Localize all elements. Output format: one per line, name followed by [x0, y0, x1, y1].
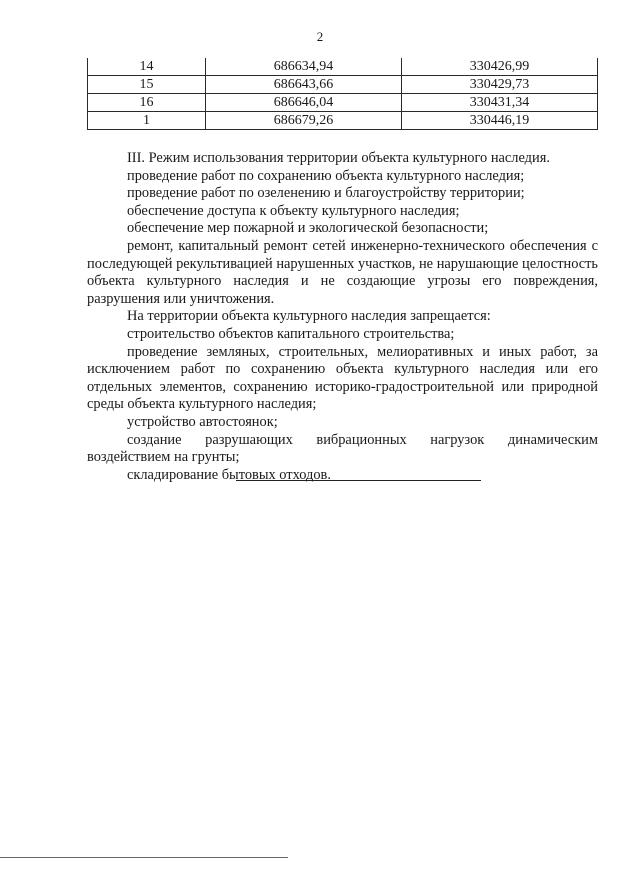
- prohibited-use-item: строительство объектов капитального строительства;: [127, 325, 455, 342]
- footer-rule: [0, 857, 288, 858]
- y-coordinate-cell: 330446,19: [402, 112, 598, 130]
- prohibited-use-item: создание разрушающих вибрационных нагрузок динамическим воздействием на грунты;: [87, 431, 598, 466]
- x-coordinate-cell: 686679,26: [206, 112, 402, 130]
- x-coordinate-cell: 686646,04: [206, 94, 402, 112]
- permitted-use-item: проведение работ по сохранению объекта культурного наследия;: [127, 167, 525, 184]
- end-divider: [236, 480, 481, 481]
- section-heading: III. Режим использования территории объекта культурного наследия.: [127, 150, 550, 166]
- y-coordinate-cell: 330429,73: [402, 76, 598, 94]
- permitted-use-item: обеспечение доступа к объекту культурного наследия;: [127, 202, 460, 219]
- permitted-use-item: проведение работ по озеленению и благоустройству территории;: [127, 185, 525, 202]
- table-row: [88, 76, 598, 94]
- prohibited-use-item: устройство автостоянок;: [127, 413, 278, 430]
- table-row: [88, 58, 598, 76]
- point-number-cell: 16: [88, 94, 206, 112]
- permitted-use-item: обеспечение мер пожарной и экологической безопасности;: [127, 220, 489, 237]
- x-coordinate-cell: 686643,66: [206, 76, 402, 94]
- y-coordinate-cell: 330431,34: [402, 94, 598, 112]
- point-number-cell: 14: [88, 58, 206, 76]
- permitted-use-item: ремонт, капитальный ремонт сетей инженерно-технического обеспечения с последующей рекультивацией нарушенных участков, не нарушающие целостность объекта культурного наследия и не создающие угрозы его повреждения, разрушения или уничтожения.: [87, 237, 598, 307]
- document-body: [87, 150, 598, 484]
- prohibited-use-item: складирование бытовых отходов.: [127, 466, 331, 483]
- point-number-cell: 1: [88, 112, 206, 130]
- table-row: [88, 112, 598, 130]
- prohibitions-heading: На территории объекта культурного наследия запрещается:: [127, 308, 491, 325]
- point-number-cell: 15: [88, 76, 206, 94]
- x-coordinate-cell: 686634,94: [206, 58, 402, 76]
- page-number: 2: [316, 29, 324, 44]
- prohibited-use-item: проведение земляных, строительных, мелиоративных и иных работ, за исключением работ по сохранению объекта культурного наследия или его отдельных элементов, сохранению историко-градостроительной или природной среды объекта культурного наследия;: [87, 343, 598, 413]
- y-coordinate-cell: 330426,99: [402, 58, 598, 76]
- coordinates-table: [87, 58, 598, 130]
- table-row: [88, 94, 598, 112]
